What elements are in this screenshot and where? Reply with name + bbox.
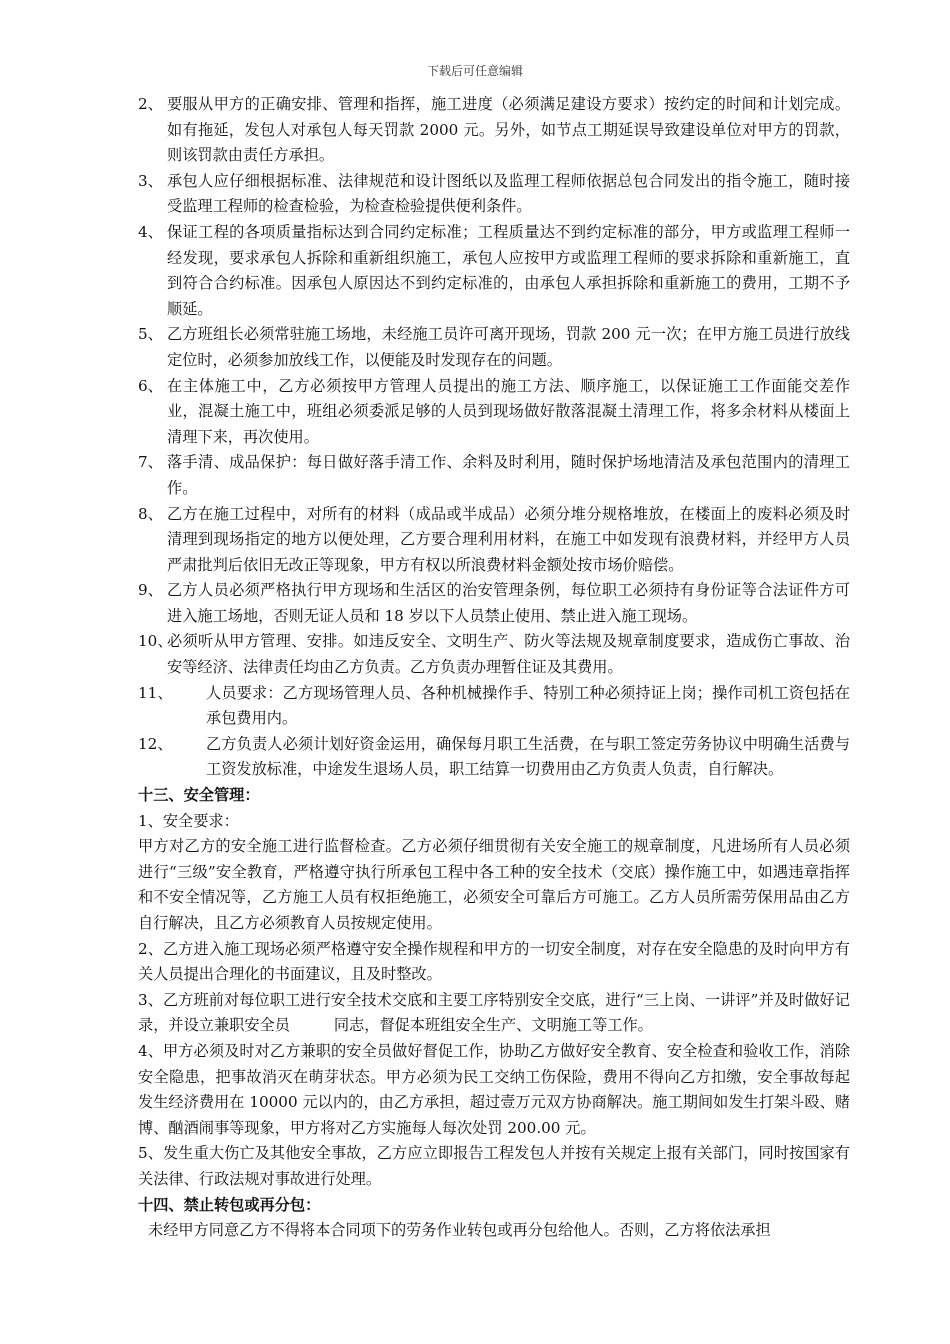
paragraph-text: 同志，督促本班组安全生产、文明施工等工作。 <box>333 1016 653 1035</box>
list-item <box>138 92 850 169</box>
item-text: 在主体施工中，乙方必须按甲方管理人员提出的施工方法、顺序施工，以保证施工工作面能交差作业，混凝土施工中，班组必须委派足够的人员到现场做好散落混凝土清理工作，将多余材料从楼面上清理下来，再次使用。 <box>167 376 850 446</box>
list-item <box>138 681 850 732</box>
list-item <box>138 169 850 220</box>
paragraph: 4、甲方必须及时对乙方兼职的安全员做好督促工作，协助乙方做好安全教育、安全检查和验收工作，消除安全隐患，把事故消灭在萌芽状态。甲方必须为民工交纳工伤保险，费用不得向乙方扣缴，安全事故每起发生经济费用在 10000 元以内的，由乙方承担，超过壹万元双方协商解决。施工期间如发生打架斗殴、赌博、酗酒闹事等现象，甲方将对乙方实施每人每次处罚 200.00 元。 <box>138 1041 850 1137</box>
item-text: 乙方在施工过程中，对所有的材料（成品或半成品）必须分堆分规格堆放，在楼面上的废料必须及时清理到现场指定的地方以便处理，乙方要合理利用材料，在施工中如发现有浪费材料，并经甲方人员严肃批判后依旧无改正等现象，甲方有权以所浪费材料金额处按市场价赔偿。 <box>167 504 850 574</box>
paragraph: 未经甲方同意乙方不得将本合同项下的劳务作业转包或再分包给他人。否则，乙方将依法承担 <box>148 1221 771 1240</box>
item-text: 承包人应仔细根据标准、法律规范和设计图纸以及监理工程师依据总包合同发出的指令施工，随时接受监理工程师的检查检验，为检查检验提供便利条件。 <box>167 171 850 216</box>
item-text: 落手清、成品保护：每日做好落手清工作、余料及时利用，随时保护场地清洁及承包范围内的清理工作。 <box>167 453 850 497</box>
item-text: 必须听从甲方管理、安排。如违反安全、文明生产、防火等法规及规章制度要求，造成伤亡事故、治安等经济、法律责任均由乙方负责。乙方负责办理暂住证及其费用。 <box>167 632 850 677</box>
paragraph: 2、乙方进入施工现场必须严格遵守安全操作规程和甲方的一切安全制度，对存在安全隐患的及时向甲方有关人员提出合理化的书面建议，且及时整改。 <box>138 939 850 984</box>
item-number: 4、 <box>138 222 163 241</box>
item-text: 乙方负责人必须计划好资金运用，确保每月职工生活费，在与职工签定劳务协议中明确生活费与工资发放标准，中途发生退场人员，职工结算一切费用由乙方负责人负责，自行解决。 <box>206 734 850 779</box>
item-text: 乙方班组长必须常驻施工场地，未经施工员许可离开现场，罚款 200 元一次；在甲方施工员进行放线定位时，必须参加放线工作，以便能及时发现存在的问题。 <box>167 325 850 369</box>
item-number: 8、 <box>138 504 163 523</box>
item-number: 9、 <box>138 581 163 600</box>
item-number: 2、 <box>138 95 163 113</box>
item-number: 3、 <box>138 171 163 190</box>
list-item <box>138 322 850 373</box>
item-text: 乙方人员必须严格执行甲方现场和生活区的治安管理条例，每位职工必须持有身份证等合法证件方可进入施工场地，否则无证人员和 18 岁以下人员禁止使用、禁止进入施工现场。 <box>167 581 850 625</box>
list-item <box>138 629 850 680</box>
section-heading: 十四、禁止转包或再分包： <box>138 1195 321 1214</box>
document-body <box>138 92 850 1244</box>
list-item <box>138 578 850 629</box>
item-number: 5、 <box>138 325 163 344</box>
section-heading: 十三、安全管理： <box>138 786 260 805</box>
list-item <box>138 450 850 501</box>
list-item <box>138 220 850 322</box>
item-text: 保证工程的各项质量指标达到合同约定标准；工程质量达不到约定标准的部分，甲方或监理工程师一经发现，要求承包人拆除和重新组织施工，承包人应按甲方或监理工程师的要求拆除和重新施工，直到符合合约标准。因承包人原因达不到约定标准的，由承包人承担拆除和重新施工的费用，工期不予顺延。 <box>167 222 850 318</box>
item-text: 要服从甲方的正确安排、管理和指挥，施工进度（必须满足建设方要求）按约定的时间和计划完成。如有拖延，发包人对承包人每天罚款 2000 元。另外，如节点工期延误导致建设单位对甲方的罚款，则该罚款由责任方承担。 <box>167 95 850 165</box>
page-header: 下载后可任意编辑 <box>426 64 523 78</box>
subheading: 1、安全要求： <box>138 811 239 830</box>
list-item <box>138 732 850 783</box>
paragraph-text: 3、乙方班前对每位职工进行安全技术交底和主要工序特别安全交底，进行“三上岗、一讲评”并及时做好记录，并设立兼职安全员 <box>138 990 850 1035</box>
list-item <box>138 374 850 451</box>
list-item <box>138 502 850 579</box>
paragraph <box>138 988 850 1039</box>
item-text: 人员要求：乙方现场管理人员、各种机械操作手、特别工种必须持证上岗；操作司机工资包括在承包费用内。 <box>206 683 850 728</box>
item-number: 6、 <box>138 376 163 395</box>
item-number: 10、 <box>138 632 173 651</box>
paragraph: 5、发生重大伤亡及其他安全事故，乙方应立即报告工程发包人并按有关规定上报有关部门，同时按国家有关法律、行政法规对事故进行处理。 <box>138 1144 850 1188</box>
item-number: 11、 <box>138 683 173 702</box>
item-number: 7、 <box>138 453 163 472</box>
item-number: 12、 <box>138 734 173 753</box>
paragraph: 甲方对乙方的安全施工进行监督检查。乙方必须仔细贯彻有关安全施工的规章制度，凡进场所有人员必须进行“三级”安全教育，严格遵守执行所承包工程中各工种的安全技术（交底）操作施工中，如遇违章指挥和不安全情况等，乙方施工人员有权拒绝施工，必须安全可靠后方可施工。乙方人员所需劳保用品由乙方自行解决，且乙方必须教育人员按规定使用。 <box>138 837 850 932</box>
